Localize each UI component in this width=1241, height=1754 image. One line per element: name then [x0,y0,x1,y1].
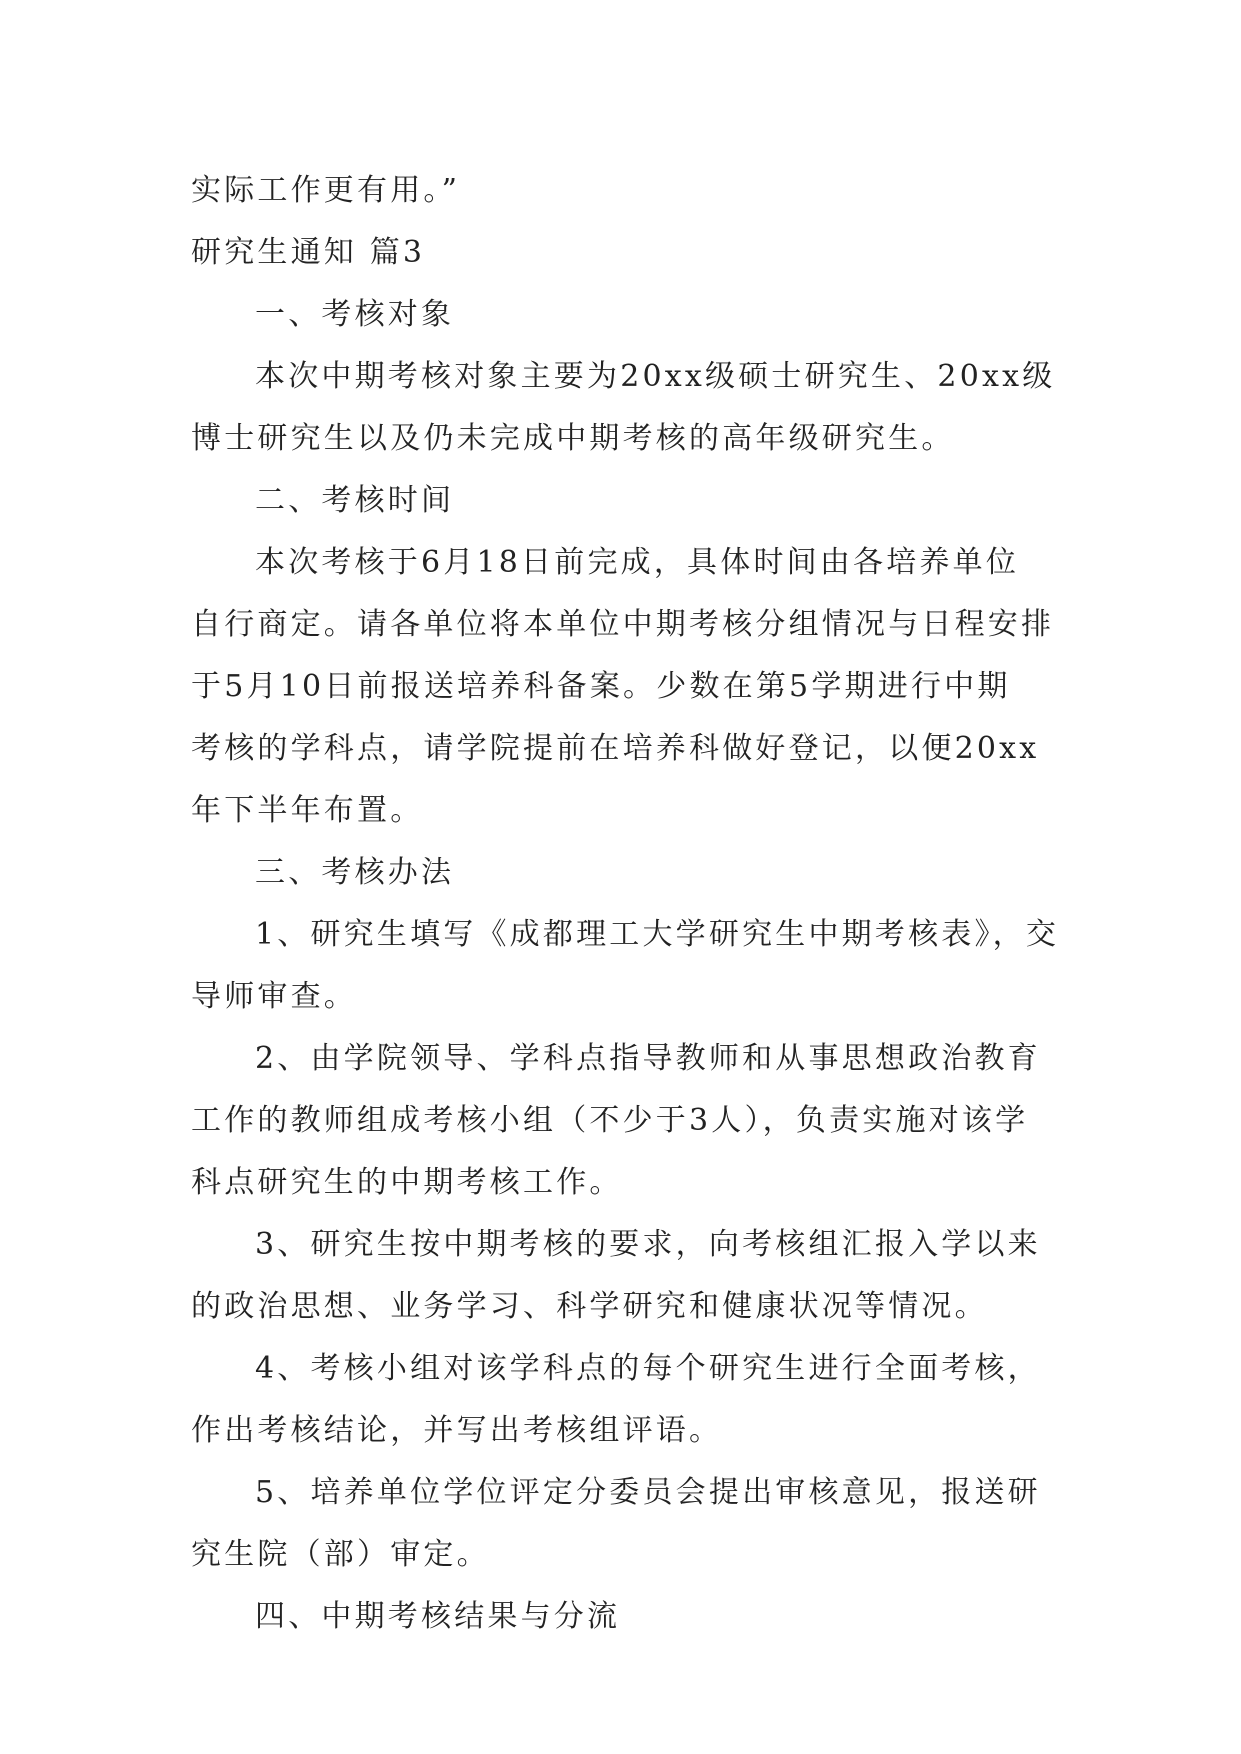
heading-4: 四、中期考核结果与分流 [255,1599,621,1634]
paragraph-line: 博士研究生以及仍未完成中期考核的高年级研究生。 [191,421,955,456]
list-item-4-cont: 作出考核结论，并写出考核组评语。 [191,1413,723,1448]
list-item-3-cont: 的政治思想、业务学习、科学研究和健康状况等情况。 [191,1289,988,1324]
list-item-1-cont: 导师审查。 [191,979,357,1014]
list-item-4: 4、考核小组对该学科点的每个研究生进行全面考核， [255,1351,1041,1386]
list-item-2-cont: 工作的教师组成考核小组（不少于3人），负责实施对该学 [191,1103,1029,1138]
heading-1: 一、考核对象 [255,297,455,332]
paragraph-line: 于5月10日前报送培养科备案。少数在第5学期进行中期 [191,669,1011,704]
paragraph-line: 本次中期考核对象主要为20xx级硕士研究生、20xx级 [255,359,1056,394]
list-item-3: 3、研究生按中期考核的要求，向考核组汇报入学以来 [255,1227,1041,1262]
list-item-5: 5、培养单位学位评定分委员会提出审核意见，报送研 [255,1475,1041,1510]
list-item-2: 2、由学院领导、学科点指导教师和从事思想政治教育 [255,1041,1041,1076]
heading-3: 三、考核办法 [255,855,455,890]
list-item-1: 1、研究生填写《成都理工大学研究生中期考核表》，交 [255,917,1060,952]
heading-2: 二、考核时间 [255,483,455,518]
list-item-5-cont: 究生院（部）审定。 [191,1537,490,1572]
paragraph-line: 实际工作更有用。” [191,173,461,208]
paragraph-line: 自行商定。请各单位将本单位中期考核分组情况与日程安排 [191,607,1055,642]
section-title: 研究生通知 篇3 [191,235,426,270]
paragraph-line: 本次考核于6月18日前完成，具体时间由各培养单位 [255,545,1020,580]
paragraph-line: 年下半年布置。 [191,793,424,828]
paragraph-line: 考核的学科点，请学院提前在培养科做好登记，以便20xx [191,731,1040,766]
list-item-2-cont: 科点研究生的中期考核工作。 [191,1165,623,1200]
document-body [191,160,1060,1648]
